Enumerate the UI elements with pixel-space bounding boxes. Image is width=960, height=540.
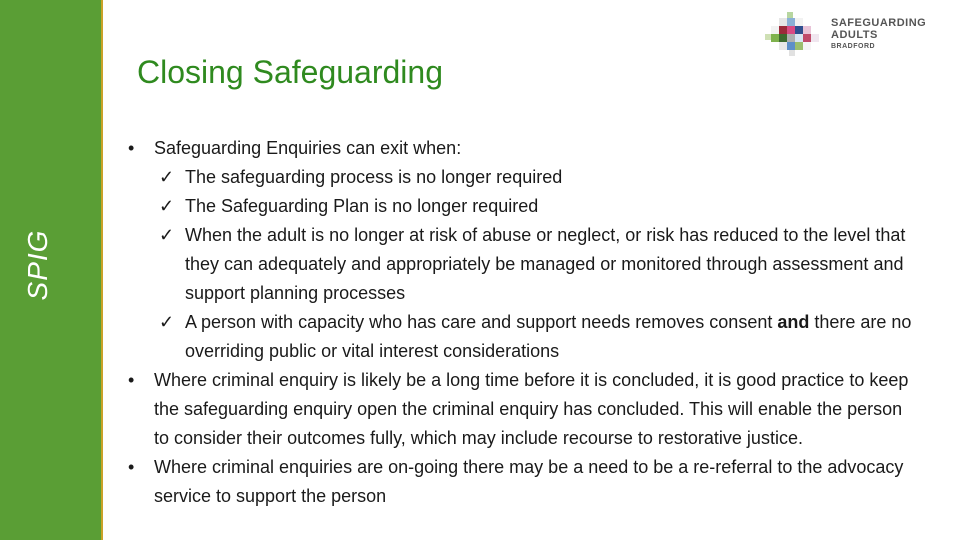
check-icon: ✓ — [159, 312, 175, 332]
check-text-bold: and — [777, 312, 810, 332]
logo-line-2: ADULTS — [831, 29, 878, 41]
check-text: When the adult is no longer at risk of abuse or neglect, or risk has reduced to the level that they can adequately and appropriately be managed or monitored through assessment and support planning processes — [185, 225, 906, 303]
logo-line-1: SAFEGUARDING — [831, 17, 927, 29]
check-icon: ✓ — [159, 225, 175, 245]
logo-line-3: BRADFORD — [831, 43, 876, 50]
bullet-symbol: • — [128, 138, 135, 158]
slide-title: Closing Safeguarding — [137, 54, 443, 90]
bullet-item — [128, 453, 918, 511]
bullet-text: Safeguarding Enquiries can exit when: — [154, 138, 462, 158]
check-list — [154, 163, 918, 366]
bullet-item — [128, 366, 918, 453]
check-icon: ✓ — [159, 196, 175, 216]
bullet-symbol: • — [128, 457, 135, 477]
check-text: The safeguarding process is no longer required — [185, 167, 563, 187]
slide-body — [128, 134, 918, 511]
bullet-item — [128, 134, 918, 366]
logo-mosaic-icon — [765, 12, 823, 56]
check-text: The Safeguarding Plan is no longer required — [185, 196, 539, 216]
bullet-symbol: • — [128, 370, 135, 390]
side-label: SPIG — [22, 229, 53, 301]
bullet-text: Where criminal enquiries are on-going there may be a need to be a re-referral to the advocacy service to support the person — [154, 457, 904, 506]
safeguarding-adults-logo — [765, 12, 945, 56]
check-text-before: A person with capacity who has care and support needs removes consent — [185, 312, 778, 332]
side-bar — [0, 0, 103, 540]
check-text-after: there are no overriding public or vital interest considerations — [185, 312, 912, 361]
check-item — [154, 308, 918, 366]
bullet-text: Where criminal enquiry is likely be a long time before it is concluded, it is good practice to keep the safeguarding enquiry open the criminal enquiry has concluded. This will enable the person to consider their outcomes fully, which may include recourse to restorative justice. — [154, 370, 909, 448]
check-icon: ✓ — [159, 167, 175, 187]
check-item — [154, 192, 918, 221]
check-item — [154, 163, 918, 192]
check-item — [154, 221, 918, 308]
